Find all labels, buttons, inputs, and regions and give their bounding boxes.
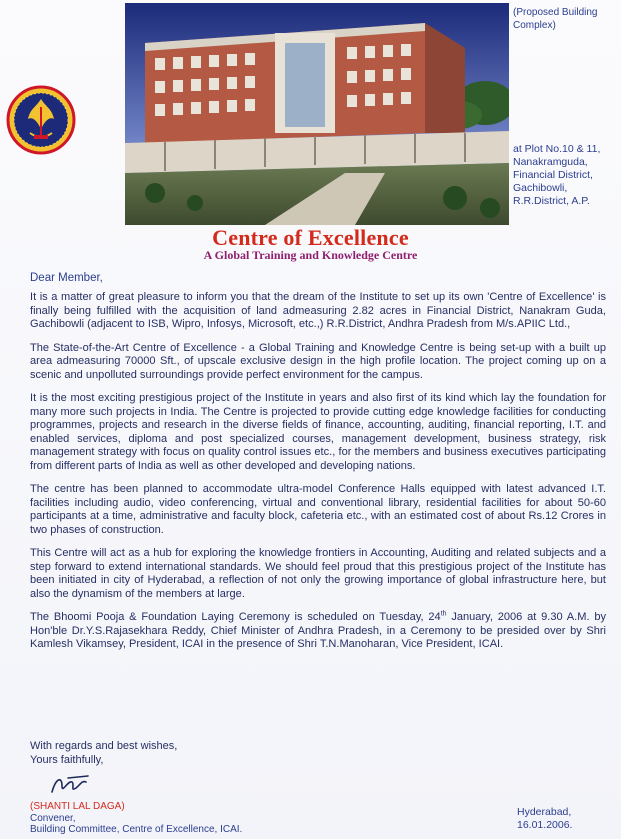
closing-line: With regards and best wishes,: [30, 740, 178, 752]
place-date: [517, 806, 572, 831]
closing: [30, 740, 177, 767]
date: 16.01.2006.: [517, 818, 573, 831]
ceremony-text-start: The Bhoomi Pooja & Foundation Laying Ceremony is scheduled on Tuesday, 24: [30, 611, 441, 623]
signature-mark: [48, 772, 94, 800]
closing-line: Yours faithfully,: [30, 753, 104, 766]
paragraph: The State-of-the-Art Centre of Excellence - a Global Training and Knowledge Centre is being set-up with a built up area admeasuring 70000 Sft., of upscale exclusive design in the high profile location. The project coming up on a scenic and unpolluted surroundings provide perfect environment for the campus.: [30, 341, 606, 381]
paragraph: It is a matter of great pleasure to inform you that the dream of the Institute to set up its own 'Centre of Excellence' is finally being fulfilled with the acquisition of land admeasuring 2.82 acres in Financial District, Nanakram Guda, Gachibowli (adjacent to ISB, Wipro, Infosys, Microsoft, etc.,) R.R.District, Andhra Pradesh from M/s.APIIC Ltd.,: [30, 291, 606, 330]
signatory-name: (SHANTI LAL DAGA): [30, 801, 125, 812]
salutation: Dear Member,: [30, 272, 103, 284]
letter-body: [30, 291, 606, 662]
address-line: Gachibowli,: [513, 182, 568, 194]
institute-logo: [6, 85, 76, 155]
address-line: Financial District,: [513, 169, 593, 181]
place: Hyderabad,: [517, 806, 572, 818]
ceremony-ordinal: th: [440, 610, 447, 618]
address-line: R.R.District, A.P.: [513, 195, 590, 207]
signatory-block: [30, 801, 242, 836]
signatory-role: Convener,: [30, 812, 76, 824]
page-subtitle: A Global Training and Knowledge Centre: [203, 248, 418, 262]
address-line: at Plot No.10 & 11,: [513, 143, 601, 155]
address-line: Nanakramguda,: [513, 156, 588, 168]
paragraph: This Centre will act as a hub for exploring the knowledge frontiers in Accounting, Auditing and related subjects and a step forward to extend international standards. We should feel proud that this prestigious project of the Institute has been initiated in city of Hyderabad, a reflection of not only the growing importance of global infrastructure here, but also the dynamism of the members at large.: [30, 547, 606, 600]
building-image: [125, 3, 509, 225]
paragraph: The centre has been planned to accommodate ultra-model Conference Halls equipped with latest advanced I.T. facilities including audio, video conferencing, virtual and conventional library, residential facilities for about 50-60 participants at a time, administrative and faculty block, cafeteria etc., with an estimated cost of about Rs.12 Crores in two phases of construction.: [30, 483, 606, 536]
signatory-committee: Building Committee, Centre of Excellence, ICAI.: [30, 824, 243, 835]
plot-address: [513, 143, 621, 208]
ceremony-paragraph: [30, 611, 606, 652]
paragraph: It is the most exciting prestigious project of the Institute in years and also first of its kind which lay the foundation for many more such projects in India. The Centre is projected to provide cutting edge knowledge facilities for conducting programmes, projects and research in the diverse fields of finance, accounting, auditing, financial reporting, I.T. and enabled services, diploma and post specialized courses, management development, business strategy, risk management strategy with focus on quality control issues etc., for the members and business executives participating from different parts of India as well as other developed and developing nations.: [30, 392, 606, 472]
page-title: Centre of Excellence: [212, 225, 409, 250]
ceremony-text-end: January, 2006 at 9.30 A.M. by Hon'ble Dr.Y.S.Rajasekhara Reddy, Chief Minister of Andhra Pradesh, in a Ceremony to be presided over by Shri Kamlesh Vikamsey, President, ICAI in the presence of Shri T.N.Manoharan, Vice President, ICAI.: [30, 611, 606, 650]
image-caption: (Proposed Building Complex): [513, 7, 598, 31]
